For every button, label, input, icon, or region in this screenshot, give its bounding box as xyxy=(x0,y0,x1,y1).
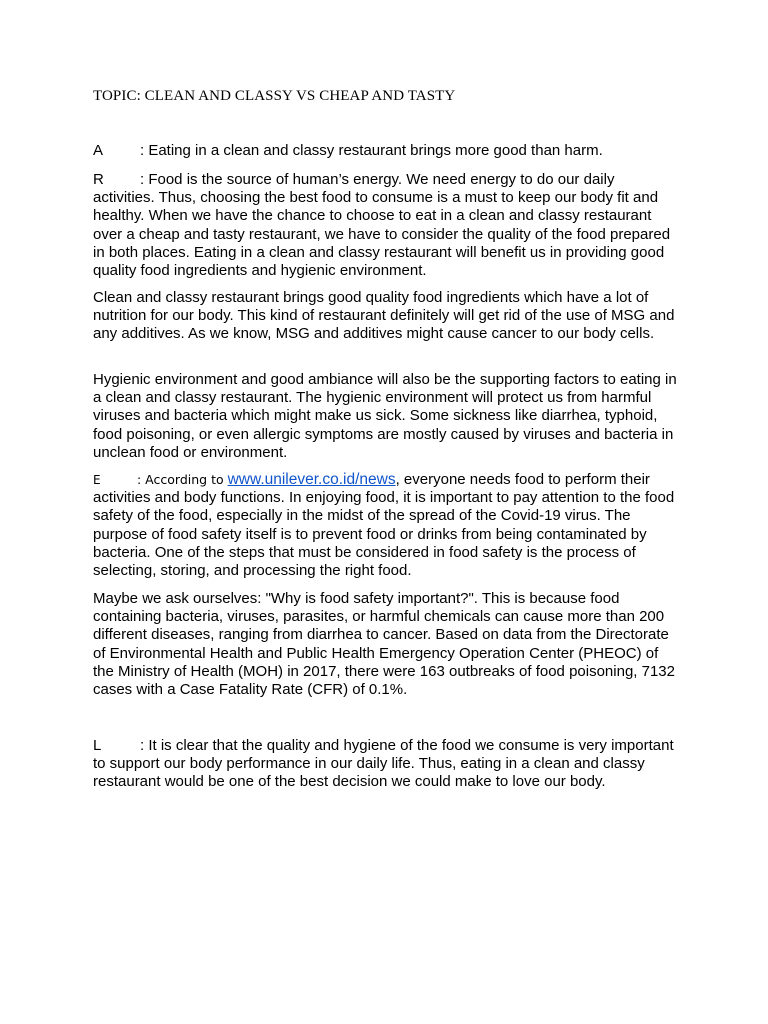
argument-paragraph xyxy=(93,142,679,160)
argument-text: : Eating in a clean and classy restaurant brings more good than harm. xyxy=(140,142,603,159)
argument-section xyxy=(93,142,679,160)
link-back-text: : It is clear that the quality and hygiene of the food we consume is very important to support our body performance in our daily life. Thus, eating in a clean and classy restaurant would be one of the best decision we could make to love our body. xyxy=(93,737,674,791)
evidence-lead: : According to xyxy=(137,472,228,487)
evidence-paragraph-1 xyxy=(93,471,679,580)
reasoning-paragraph-3: Hygienic environment and good ambiance will also be the supporting factors to eating in a clean and classy restaurant. The hygienic environment will protect us from harmful viruses and bacteria which might make us sick. Some sickness like diarrhea, typhoid, food poisoning, or even allergic symptoms are mostly caused by viruses and bacteria in unclean food or environment. xyxy=(93,371,677,461)
reasoning-paragraph-2: Clean and classy restaurant brings good quality food ingredients which have a lot of nutrition for our body. This kind of restaurant definitely will get rid of the use of MSG and any additives. As we know, MSG and additives might cause cancer to our body cells. xyxy=(93,289,675,343)
topic-heading: TOPIC: CLEAN AND CLASSY VS CHEAP AND TASTY xyxy=(93,88,456,104)
link-back-letter: L xyxy=(93,737,102,754)
evidence-letter: E xyxy=(93,473,101,487)
reasoning-paragraph-1 xyxy=(93,171,679,280)
source-link[interactable]: www.unilever.co.id/news xyxy=(227,471,396,488)
reasoning-section xyxy=(93,171,679,280)
evidence-text-1: , everyone needs food to perform their activities and body functions. In enjoying food, it is important to pay attention to the food safety of the food, especially in the midst of the spread of the Covid-19 virus. The purpose of food safety itself is to prevent food or drinks from being contaminated by bacteria. One of the steps that must be considered in food safety is the process of selecting, storing, and processing the right food. xyxy=(93,471,675,580)
reasoning-text-1: : Food is the source of human’s energy. We need energy to do our daily activities. Thus, choosing the best food to consume is a must to keep our body fit and healthy. When we have the chance to choose to eat in a clean and classy restaurant over a cheap and tasty restaurant, we have to consider the quality of the food prepared in both places. Eating in a clean and classy restaurant will benefit us in providing good quality food ingredients and hygienic environment. xyxy=(93,171,671,280)
argument-letter: A xyxy=(93,142,104,159)
evidence-section xyxy=(93,471,679,580)
link-back-paragraph xyxy=(93,737,679,792)
reasoning-letter: R xyxy=(93,171,104,188)
evidence-paragraph-2: Maybe we ask ourselves: "Why is food safety important?". This is because food containing bacteria, viruses, parasites, or harmful chemicals can cause more than 200 different diseases, ranging from diarrhea to cancer. Based on data from the Directorate of Environmental Health and Public Health Emergency Operation Center (PHEOC) of the Ministry of Health (MOH) in 2017, there were 163 outbreaks of food poisoning, 7132 cases with a Case Fatality Rate (CFR) of 0.1%. xyxy=(93,590,675,699)
link-back-section xyxy=(93,737,679,792)
